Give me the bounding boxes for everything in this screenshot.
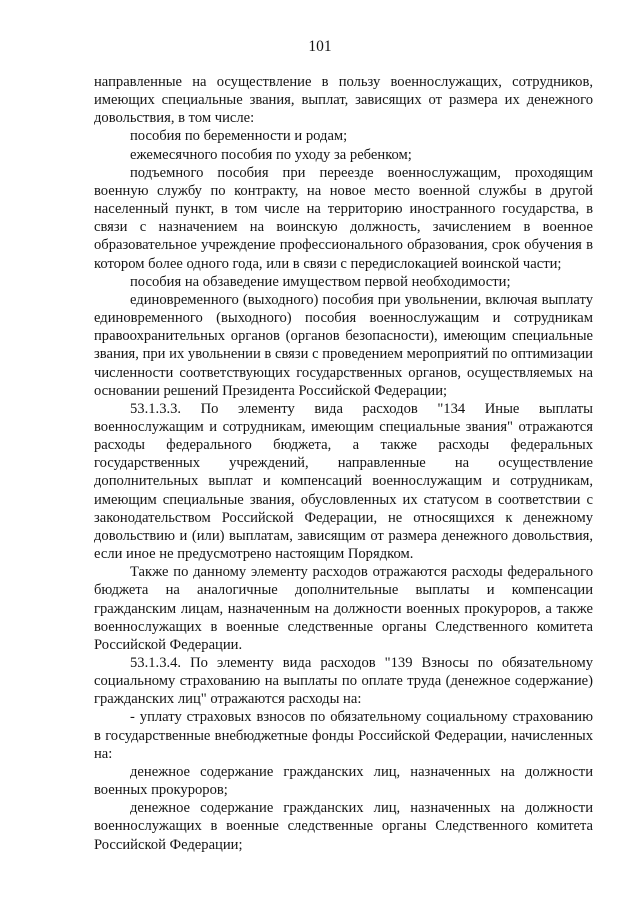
paragraph-civilian-payments: Также по данному элементу расходов отражаются расходы федерального бюджета на аналогичные дополнительные выплаты и компенсации гражданским лицам, назначенным на должности военных прокуроров, а также военнослужащих в военные следственные органы Следственного комитета Российской Федерации.	[94, 564, 593, 653]
list-item-investigator-salary: денежное содержание гражданских лиц, назначенных на должности военнослужащих в военные следственные органы Следственного комитета Российской Федерации;	[94, 800, 593, 853]
document-body	[94, 73, 593, 854]
clause-53-1-3-3: 53.1.3.3. По элементу вида расходов "134 Иные выплаты военнослужащим и сотрудникам, имеющим специальные звания" отражаются расходы федерального бюджета, а также расходы федеральных государственных учреждений, направленные на осуществление дополнительных выплат и компенсаций военнослужащим и сотрудникам, имеющим специальные звания, обусловленных их статусом в соответствии с законодательством Российской Федерации, не относящихся к денежному довольствию и (или) выплатам, зависящим от размера денежного довольствия, если иное не предусмотрено настоящим Порядком.	[94, 400, 593, 563]
list-item-maternity-benefit: пособия по беременности и родам;	[130, 128, 348, 145]
list-item-insurance-contributions: - уплату страховых взносов по обязательному социальному страхованию в государственные внебюджетные фонды Российской Федерации, начисленных на:	[94, 709, 593, 762]
paragraph-continuation: направленные на осуществление в пользу военнослужащих, сотрудников, имеющих специальные звания, выплат, зависящих от размера их денежного довольствия, в том числе:	[94, 74, 593, 127]
list-item-childcare-benefit: ежемесячного пособия по уходу за ребенком;	[130, 146, 412, 163]
list-item-household-allowance: пособия на обзаведение имуществом первой необходимости;	[130, 273, 511, 290]
list-item-prosecutor-salary: денежное содержание гражданских лиц, назначенных на должности военных прокуроров;	[94, 763, 593, 799]
list-item-severance-benefit: единовременного (выходного) пособия при увольнении, включая выплату единовременного (выходного) пособия военнослужащим и сотрудникам правоохранительных органов (органов безопасности), имеющим специальные звания, при их увольнении в связи с проведением мероприятий по оптимизации численности соответствующих государственных органов, осуществляемых на основании решений Президента Российской Федерации;	[94, 291, 593, 399]
page-number: 101	[308, 38, 332, 55]
list-item-relocation-allowance: подъемного пособия при переезде военнослужащим, проходящим военную службу по контракту, на новое место военной службы в другой населенный пункт, в том числе на территорию иностранного государства, в связи с назначением на воинскую должность, зачислением в военное образовательное учреждение профессионального образования, срок обучения в котором более одного года, или в связи с передислокацией воинской части;	[94, 164, 593, 272]
clause-53-1-3-4: 53.1.3.4. По элементу вида расходов "139 Взносы по обязательному социальному страхованию на выплаты по оплате труда (денежное содержание) гражданских лиц" отражаются расходы на:	[94, 655, 593, 708]
